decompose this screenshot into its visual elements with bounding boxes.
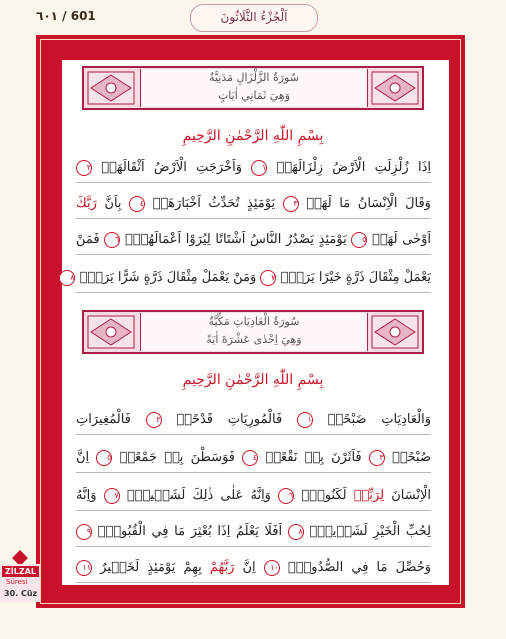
verse-line (76, 520, 431, 547)
verse-line (76, 408, 431, 435)
verse-number-marker: ٢ (76, 160, 92, 176)
verse-text: الْاِنْسَانَ لِرَبِّه۪ لَكَنُودٌۚ (301, 488, 432, 503)
verse-number-marker: ٥ (96, 450, 112, 466)
divine-name-highlight: لِرَبِّه۪ (353, 488, 385, 503)
verse-number-marker: ١٠ (264, 560, 280, 576)
verse-line (70, 266, 431, 293)
surah-title: سُورَةُ الْعَادِيَاتِ مَكِّيَّةٌ (208, 315, 300, 328)
verse-number-marker: ٨ (288, 524, 304, 540)
verse-number-marker: ٧ (260, 270, 276, 286)
verse-text: لِحُبِّ الْخَيْرِ لَشَد۪يدٌۜ (309, 524, 431, 539)
verse-line (76, 484, 431, 511)
verse-text: فَمَنْ (76, 232, 100, 247)
surah-title: سُورَةُ الزَّلْزَالِ مَدَنِيَّةٌ (209, 71, 299, 84)
verse-text: بِاَنَّ رَبَّكَ (76, 196, 122, 211)
surah-subtitle: وَهِيَ اِحْدٰى عَشْرَةَ اٰيَةً (206, 333, 302, 346)
side-surah-label: Süresi (6, 578, 28, 586)
page-header (0, 0, 506, 34)
verse-text: فَوَسَطْنَ بِه۪ جَمْعًاۙ (119, 450, 236, 465)
verse-text: اَوْحٰى لَهَاۜ (372, 232, 431, 247)
verse-number-marker: ٦ (104, 232, 120, 248)
verse-text: وَقَالَ الْاِنْسَانُ مَا لَهَاۚ (306, 196, 431, 211)
basmala: بِسْمِ اللّٰهِ الرَّحْمٰنِ الرَّحِيمِ (182, 372, 324, 388)
juz-title: اَلْجُزْءُ الثَّلَاثُونَ (190, 4, 318, 32)
verse-number-marker: ٣ (283, 196, 299, 212)
page-number: ٦٠١ / 601 (36, 9, 96, 23)
verse-text: صُبْحًاۙ (392, 450, 431, 465)
verse-text: وَاِنَّهُ (76, 488, 97, 503)
verse-text: اِنَّ (76, 450, 90, 465)
verse-number-marker: ٤ (242, 450, 258, 466)
verse-number-marker: ١١ (76, 560, 92, 576)
ornament-right-icon (371, 315, 419, 349)
verse-line (76, 192, 431, 219)
divine-name-highlight: رَبَّهُمْ (209, 560, 235, 575)
surah-subtitle: وَهِيَ ثَمَانِي اٰيَاتٍ (217, 89, 291, 102)
surah-header-zilzal (82, 66, 424, 110)
surah-title-box (140, 313, 368, 351)
side-juz-label: 30. Cüz (4, 589, 38, 598)
surah-title-box (140, 69, 368, 107)
verse-number-marker: ٢ (146, 412, 162, 428)
verse-text: يَوْمَئِذٍ تُحَدِّثُ اَخْبَارَهَاۙ (152, 196, 276, 211)
verse-number-marker: ٧ (104, 488, 120, 504)
verse-text: وَمَنْ يَعْمَلْ مِثْقَالَ ذَرَّةٍ شَرًّا يَرَهُ۟ (79, 270, 257, 285)
verse-text: اِذَا زُلْزِلَتِ الْاَرْضُ زِلْزَالَهَاۙ (276, 160, 431, 175)
divine-name-highlight: رَبَّكَ (76, 196, 97, 211)
verse-text: وَاَخْرَجَتِ الْاَرْضُ اَثْقَالَهَاۙ (101, 160, 242, 175)
ornament-right-icon (371, 71, 419, 105)
side-surah-name: ZİLZAL (2, 566, 39, 577)
verse-text: فَالْمُورِيَاتِ قَدْحًاۙ (176, 412, 283, 427)
verse-number-marker: ٩ (76, 524, 92, 540)
verse-number-marker: ٥ (351, 232, 367, 248)
verse-number-marker: ٦ (278, 488, 294, 504)
verse-text: يَوْمَئِذٍ يَصْدُرُ النَّاسُ اَشْتَاتًا لِيُرَوْا اَعْمَالَهُمْۜ (124, 232, 347, 247)
verse-text: وَاِنَّهُ عَلٰى ذٰلِكَ لَشَه۪يدٌۚ (126, 488, 271, 503)
verse-number-marker: ٣ (369, 450, 385, 466)
verse-text: وَحُصِّلَ مَا فِي الصُّدُورِۙ (287, 560, 432, 575)
verse-number-marker: ١ (297, 412, 313, 428)
verse-line (76, 156, 431, 183)
basmala: بِسْمِ اللّٰهِ الرَّحْمٰنِ الرَّحِيمِ (182, 128, 324, 144)
verse-line (76, 446, 431, 473)
verse-text: فَاَثَرْنَ بِه۪ نَقْعًاۙ (265, 450, 362, 465)
ornament-left-icon (87, 71, 135, 105)
verse-line (76, 556, 431, 583)
verse-number-marker: ٤ (129, 196, 145, 212)
verse-text: يَعْمَلْ مِثْقَالَ ذَرَّةٍ خَيْرًا يَرَهُۜ (280, 270, 431, 285)
verse-number-marker: ١ (251, 160, 267, 176)
verse-line (76, 228, 431, 255)
ornament-left-icon (87, 315, 135, 349)
verse-text: اَفَلَا يَعْلَمُ اِذَا بُعْثِرَ مَا فِي الْقُبُورِۙ (97, 524, 283, 539)
verse-text: فَالْمُغِيرَاتِ (76, 412, 131, 427)
verse-number-marker: ٨ (59, 270, 75, 286)
verse-text: وَالْعَادِيَاتِ ضَبْحًاۙ (327, 412, 431, 427)
verse-text: اِنَّ رَبَّهُمْ بِهِمْ يَوْمَئِذٍ لَخَب۪يرٌ (100, 560, 256, 575)
surah-header-adiyat (82, 310, 424, 354)
